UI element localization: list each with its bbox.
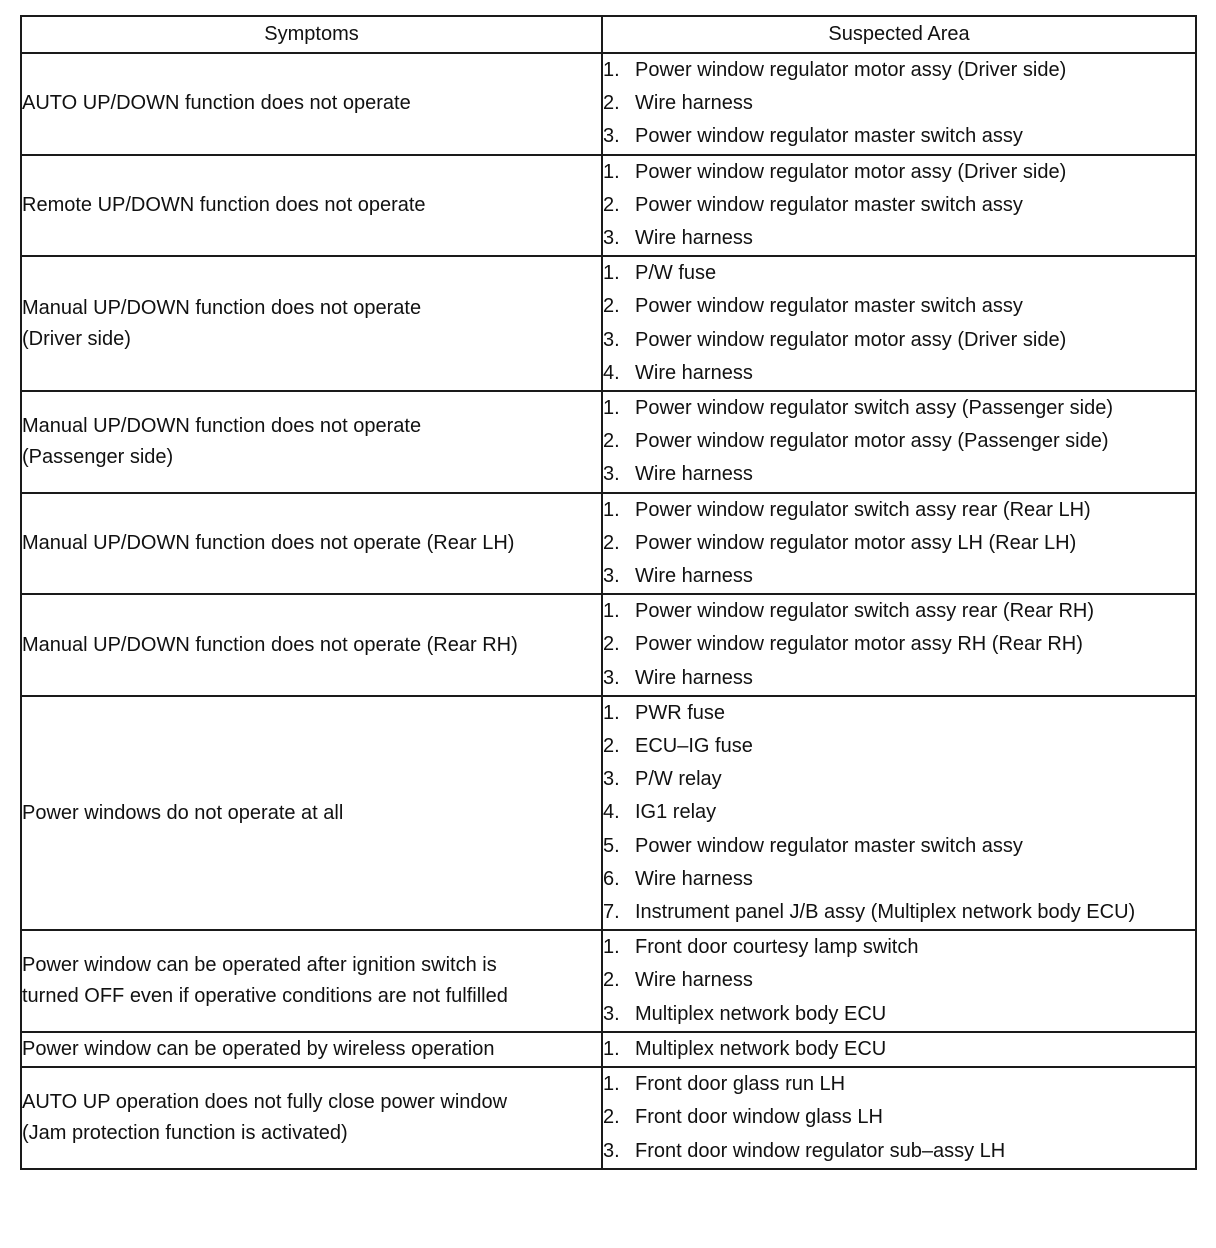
suspected-area-item <box>603 54 1195 87</box>
symptom-text: Power window can be operated by wireless operation <box>22 1037 495 1060</box>
item-number: 3. <box>603 463 620 486</box>
suspected-area-item <box>603 697 1195 730</box>
suspected-area-cell <box>602 155 1196 257</box>
item-text: Power window regulator motor assy (Driver side) <box>635 59 1067 81</box>
header-suspected-area: Suspected Area <box>602 16 1196 53</box>
item-text: Wire harness <box>635 361 753 384</box>
item-number: 4. <box>603 361 620 384</box>
item-text: P/W relay <box>635 768 722 791</box>
item-text: Power window regulator master switch assy <box>635 295 1023 318</box>
item-number: 3. <box>603 1002 620 1025</box>
suspected-area-list <box>603 156 1195 256</box>
item-text: Power window regulator master switch assy <box>635 125 1023 148</box>
symptom-text: Remote UP/DOWN function does not operate <box>22 193 426 216</box>
item-text: Front door window glass LH <box>635 1106 883 1129</box>
item-text: Front door window regulator sub–assy LH <box>635 1139 1006 1162</box>
suspected-area-item <box>603 763 1195 796</box>
suspected-area-item <box>603 595 1195 628</box>
suspected-area-item <box>603 324 1195 357</box>
item-text: Front door courtesy lamp switch <box>635 936 919 959</box>
item-text: Power window regulator motor assy LH (Rear LH) <box>635 531 1077 554</box>
symptom-text: Manual UP/DOWN function does not operate (Passenger side) <box>22 414 422 468</box>
suspected-area-item <box>603 796 1195 829</box>
suspected-area-item <box>603 156 1195 189</box>
header-row <box>21 16 1196 53</box>
symptom-cell <box>21 155 602 257</box>
symptom-text: Manual UP/DOWN function does not operate (Rear RH) <box>22 633 518 656</box>
suspected-area-item <box>603 662 1195 695</box>
suspected-area-cell <box>602 53 1196 155</box>
suspected-area-item <box>603 257 1195 290</box>
item-number: 3. <box>603 768 620 791</box>
item-text: Power window regulator master switch assy <box>635 193 1023 216</box>
suspected-area-cell <box>602 1032 1196 1067</box>
suspected-area-item <box>603 494 1195 527</box>
table-row <box>21 930 1196 1032</box>
item-number: 2. <box>603 969 620 992</box>
item-number: 3. <box>603 666 620 689</box>
item-number: 6. <box>603 867 620 890</box>
suspected-area-item <box>603 628 1195 661</box>
item-text: Multiplex network body ECU <box>635 1002 887 1025</box>
suspected-area-item <box>603 830 1195 863</box>
suspected-area-item <box>603 1033 1195 1066</box>
suspected-area-item <box>603 392 1195 425</box>
table-row <box>21 155 1196 257</box>
item-number: 2. <box>603 735 620 758</box>
table-body <box>21 53 1196 1169</box>
item-text: Power window regulator motor assy (Driver side) <box>635 160 1067 183</box>
symptom-cell <box>21 1067 602 1169</box>
symptom-cell <box>21 594 602 696</box>
suspected-area-list <box>603 392 1195 492</box>
item-text: Wire harness <box>635 969 753 992</box>
suspected-area-item <box>603 560 1195 593</box>
table-row <box>21 696 1196 930</box>
item-text: Power window regulator motor assy RH (Rear RH) <box>635 633 1083 656</box>
suspected-area-item <box>603 425 1195 458</box>
suspected-area-item <box>603 931 1195 964</box>
suspected-area-list <box>603 54 1195 154</box>
suspected-area-item <box>603 863 1195 896</box>
item-text: Power window regulator motor assy (Driver side) <box>635 328 1067 351</box>
item-number: 1. <box>603 1073 620 1096</box>
header-symptoms: Symptoms <box>21 16 602 53</box>
suspected-area-cell <box>602 493 1196 595</box>
item-number: 2. <box>603 531 620 554</box>
suspected-area-item <box>603 998 1195 1031</box>
suspected-area-list <box>603 494 1195 594</box>
table-row <box>21 391 1196 493</box>
item-number: 1. <box>603 701 620 724</box>
item-text: Power window regulator switch assy rear (Rear LH) <box>635 498 1091 521</box>
item-number: 1. <box>603 1037 620 1060</box>
item-number: 2. <box>603 193 620 216</box>
item-number: 3. <box>603 227 620 250</box>
symptom-text: Power windows do not operate at all <box>22 801 344 824</box>
item-number: 2. <box>603 633 620 656</box>
item-text: Wire harness <box>635 666 753 689</box>
symptom-text: AUTO UP/DOWN function does not operate <box>22 92 411 115</box>
item-text: Front door glass run LH <box>635 1073 846 1096</box>
item-number: 1. <box>603 498 620 521</box>
item-number: 3. <box>603 328 620 351</box>
suspected-area-cell <box>602 930 1196 1032</box>
item-number: 2. <box>603 92 620 115</box>
suspected-area-item <box>603 290 1195 323</box>
table-row <box>21 594 1196 696</box>
suspected-area-cell <box>602 696 1196 930</box>
symptom-cell <box>21 391 602 493</box>
symptom-cell <box>21 256 602 391</box>
suspected-area-item <box>603 527 1195 560</box>
table-row <box>21 256 1196 391</box>
symptom-text: Power window can be operated after ignition switch is turned OFF even if operative conditions are not fulfilled <box>22 954 508 1008</box>
suspected-area-list <box>603 257 1195 390</box>
item-number: 1. <box>603 397 620 420</box>
item-text: Instrument panel J/B assy (Multiplex network body ECU) <box>635 901 1136 924</box>
table-row <box>21 1032 1196 1067</box>
item-number: 1. <box>603 600 620 623</box>
item-text: Wire harness <box>635 92 753 115</box>
item-number: 5. <box>603 834 620 857</box>
item-number: 2. <box>603 1106 620 1129</box>
item-text: Wire harness <box>635 227 753 250</box>
symptom-cell <box>21 696 602 930</box>
symptom-text: Manual UP/DOWN function does not operate (Driver side) <box>22 296 422 350</box>
item-text: Wire harness <box>635 565 753 588</box>
suspected-area-cell <box>602 594 1196 696</box>
item-number: 1. <box>603 160 620 183</box>
item-text: Power window regulator motor assy (Passenger side) <box>635 430 1109 453</box>
symptom-text: AUTO UP operation does not fully close power window (Jam protection function is activated) <box>22 1090 508 1144</box>
item-text: IG1 relay <box>635 801 717 824</box>
item-text: PWR fuse <box>635 701 726 724</box>
suspected-area-item <box>603 458 1195 491</box>
suspected-area-list <box>603 1033 1195 1066</box>
item-text: Power window regulator master switch assy <box>635 834 1023 857</box>
item-number: 1. <box>603 262 620 285</box>
symptoms-table <box>20 15 1197 1170</box>
suspected-area-cell <box>602 256 1196 391</box>
item-text: P/W fuse <box>635 262 717 285</box>
item-text: ECU–IG fuse <box>635 735 753 758</box>
suspected-area-item <box>603 189 1195 222</box>
suspected-area-item <box>603 1068 1195 1101</box>
item-number: 3. <box>603 1139 620 1162</box>
symptom-cell <box>21 493 602 595</box>
symptom-cell <box>21 53 602 155</box>
suspected-area-item <box>603 357 1195 390</box>
suspected-area-item <box>603 896 1195 929</box>
suspected-area-cell <box>602 1067 1196 1169</box>
item-text: Wire harness <box>635 463 753 486</box>
suspected-area-list <box>603 1068 1195 1168</box>
item-number: 7. <box>603 901 620 924</box>
item-number: 3. <box>603 125 620 148</box>
symptom-cell <box>21 1032 602 1067</box>
item-text: Power window regulator switch assy (Passenger side) <box>635 397 1113 420</box>
suspected-area-list <box>603 697 1195 929</box>
table-row <box>21 53 1196 155</box>
item-number: 1. <box>603 59 620 81</box>
item-text: Multiplex network body ECU <box>635 1037 887 1060</box>
suspected-area-item <box>603 120 1195 153</box>
symptom-cell <box>21 930 602 1032</box>
suspected-area-item <box>603 87 1195 120</box>
suspected-area-cell <box>602 391 1196 493</box>
suspected-area-item <box>603 1101 1195 1134</box>
item-text: Wire harness <box>635 867 753 890</box>
item-number: 1. <box>603 936 620 959</box>
item-number: 4. <box>603 801 620 824</box>
suspected-area-item <box>603 222 1195 255</box>
suspected-area-list <box>603 595 1195 695</box>
item-text: Power window regulator switch assy rear (Rear RH) <box>635 600 1095 623</box>
symptom-text: Manual UP/DOWN function does not operate (Rear LH) <box>22 531 515 554</box>
item-number: 3. <box>603 565 620 588</box>
table-row <box>21 493 1196 595</box>
suspected-area-item <box>603 730 1195 763</box>
item-number: 2. <box>603 295 620 318</box>
table-row <box>21 1067 1196 1169</box>
suspected-area-list <box>603 931 1195 1031</box>
suspected-area-item <box>603 1135 1195 1168</box>
item-number: 2. <box>603 430 620 453</box>
suspected-area-item <box>603 964 1195 997</box>
